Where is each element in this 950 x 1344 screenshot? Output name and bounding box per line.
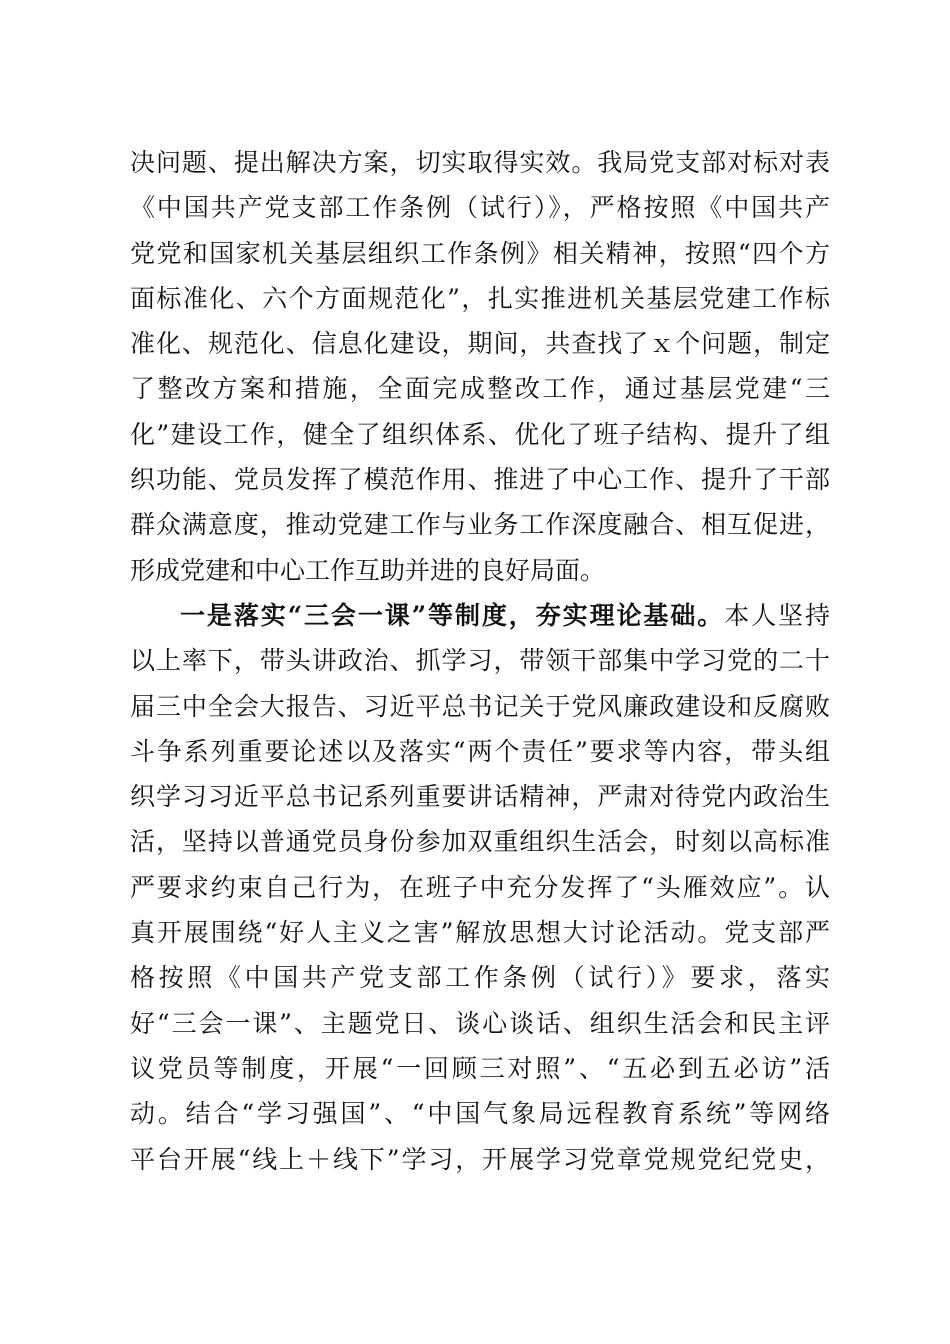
text-line: 党党和国家机关基层组织工作条例》相关精神，按照“四个方: [130, 238, 830, 268]
text-line: 斗争系列重要论述以及落实“两个责任”要求等内容，带头组: [130, 736, 830, 766]
document-body: [130, 140, 830, 1182]
text-line: 织学习习近平总书记系列重要讲话精神，严肃对待党内政治生: [130, 782, 830, 812]
text-line: 活，坚持以普通党员身份参加双重组织生活会，时刻以高标准: [130, 827, 830, 857]
text-line: 以上率下，带头讲政治、抓学习，带领干部集中学习党的二十: [130, 646, 830, 676]
text-line: 真开展围绕“好人主义之害”解放思想大讨论活动。党支部严: [130, 918, 830, 948]
text-line: 平台开展“线上＋线下”学习，开展学习党章党规党纪党史，: [130, 1144, 830, 1174]
text-line: 化”建设工作，健全了组织体系、优化了班子结构、提升了组: [130, 419, 830, 449]
text-line: 严要求约束自己行为，在班子中充分发挥了“头雁效应”。认: [130, 872, 830, 902]
text-line: 形成党建和中心工作互助并进的良好局面。: [130, 555, 606, 585]
paragraph-first-line: [130, 593, 830, 638]
text-line: 格按照《中国共产党支部工作条例（试行）》要求，落实: [130, 963, 830, 993]
text-line: 群众满意度，推动党建工作与业务工作深度融合、相互促进，: [130, 510, 830, 540]
text-line: 织功能、党员发挥了模范作用、推进了中心工作、提升了干部: [130, 465, 830, 495]
text-line: 好“三会一课”、主题党日、谈心谈话、组织生活会和民主评: [130, 1008, 830, 1038]
text-line: 准化、规范化、信息化建设，期间，共查找了ｘ个问题，制定: [130, 329, 830, 359]
text-line: 《中国共产党支部工作条例（试行）》，严格按照《中国共产: [130, 193, 830, 223]
paragraph-lead-text: 本人坚持: [724, 600, 830, 630]
text-line: 决问题、提出解决方案，切实取得实效。我局党支部对标对表: [130, 148, 830, 177]
text-line: 届三中全会大报告、习近平总书记关于党风廉政建设和反腐败: [130, 691, 830, 721]
text-line: 了整改方案和措施，全面完成整改工作，通过基层党建“三: [130, 374, 830, 404]
text-line: 面标准化、六个方面规范化”，扎实推进机关基层党建工作标: [130, 283, 830, 313]
paragraph-heading: 一是落实“三会一课”等制度，夯实理论基础。: [180, 600, 725, 630]
text-line: 动。结合“学习强国”、“中国气象局远程教育系统”等网络: [130, 1099, 830, 1129]
text-line: 议党员等制度，开展“一回顾三对照”、“五必到五必访”活: [130, 1053, 830, 1083]
